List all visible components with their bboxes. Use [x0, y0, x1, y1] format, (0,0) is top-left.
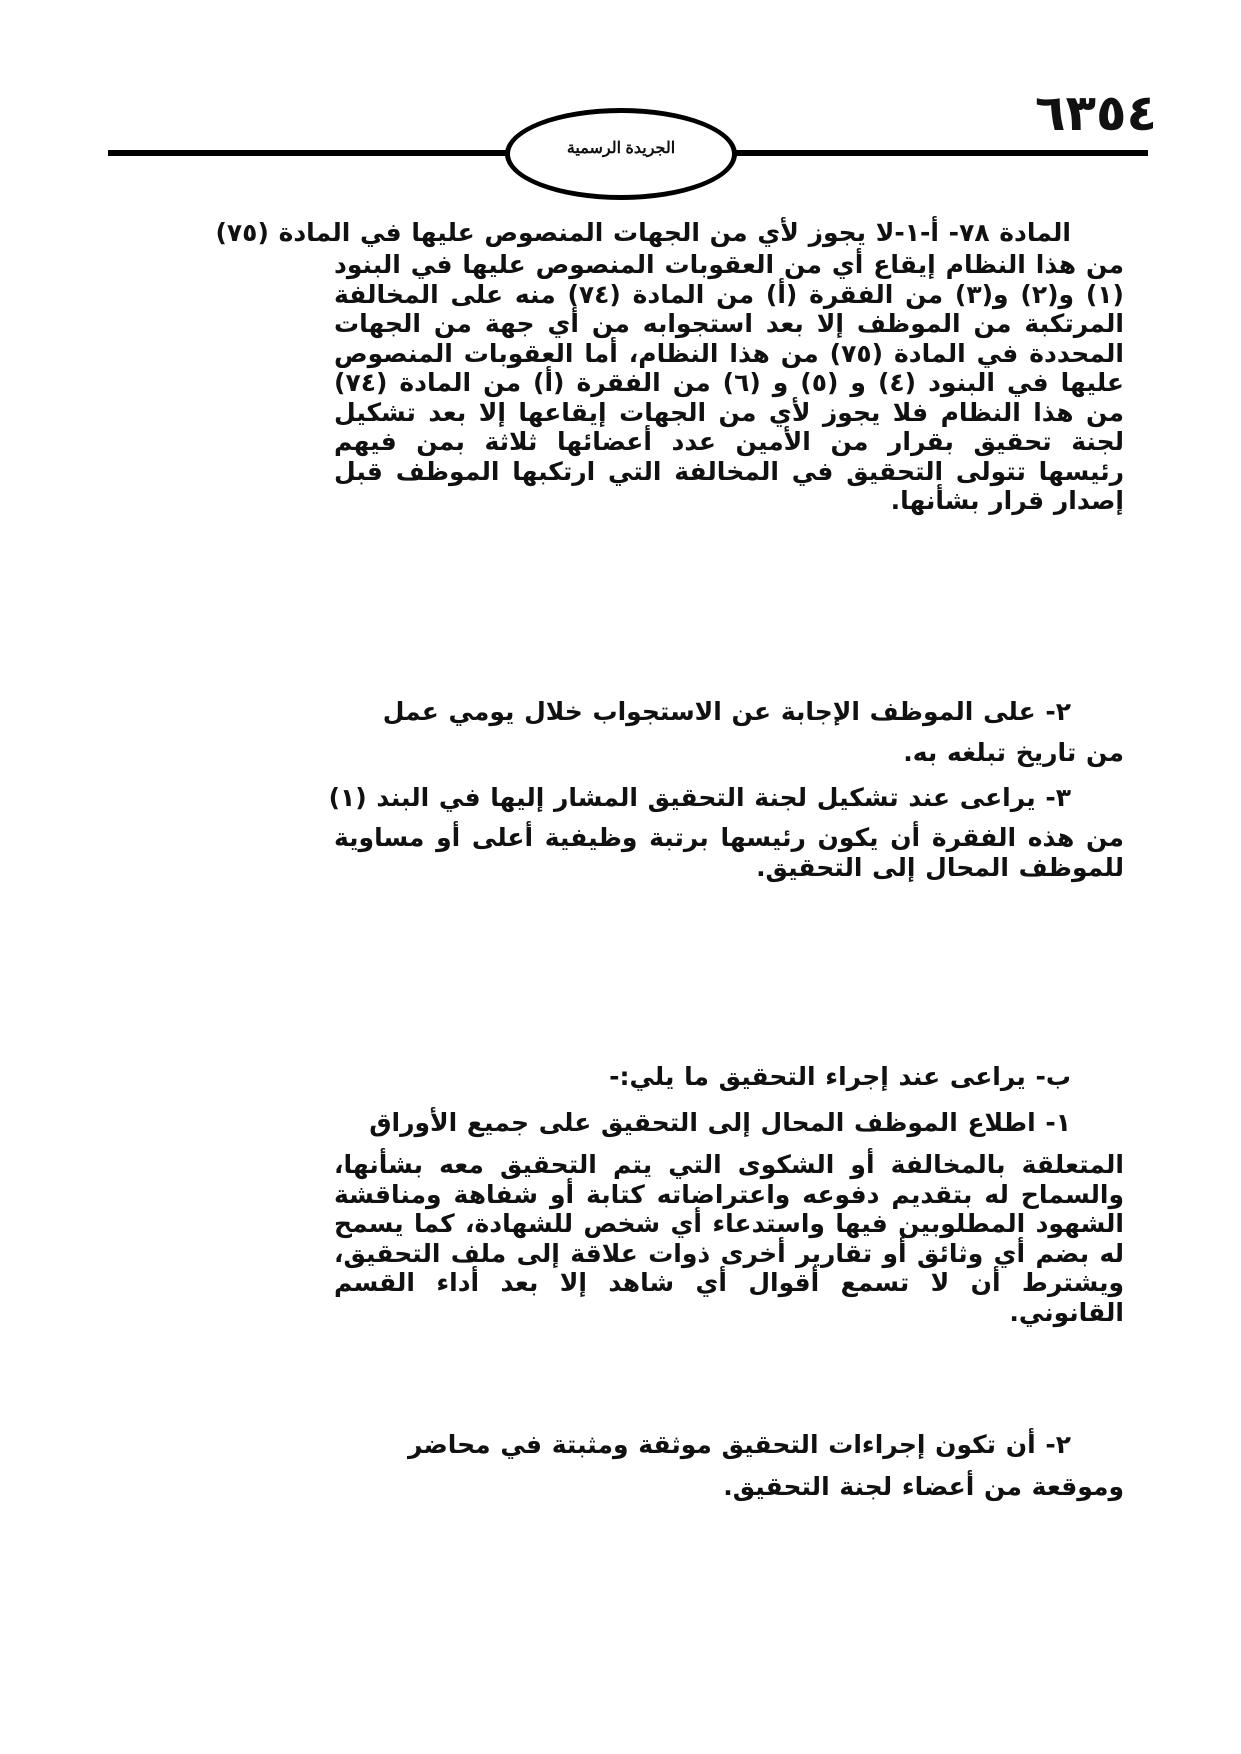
- article-78-a1-body: من هذا النظام إيقاع أي من العقوبات المنصوص عليها في البنود (١) و(٢) و(٣) من الفقرة (أ) من المادة (٧٤) منه على المخالفة المرتكبة من الموظف إلا بعد استجوابه من أي جهة من الجهات المحددة في المادة (٧٥) من هذا النظام، أما العقوبات المنصوص عليها في البنود (٤) و (٥) و (٦) من الفقرة (أ) من المادة (٧٤) من هذا النظام فلا يجوز لأي من الجهات إيقاعها إلا بعد تشكيل لجنة تحقيق بقرار من الأمين عدد أعضائها ثلاثة بمن فيهم رئيسها تتولى التحقيق في المخالفة التي ارتكبها الموظف قبل إصدار قرار بشأنها.: [334, 250, 1124, 515]
- gazette-title: الجريدة الرسمية: [566, 140, 676, 157]
- section-b-heading: ب- يراعى عند إجراء التحقيق ما يلي:-: [609, 1062, 1071, 1091]
- b1-first: ١- اطلاع الموظف المحال إلى التحقيق على جميع الأوراق: [369, 1108, 1071, 1137]
- page-number: ٦٣٥٤: [1035, 84, 1158, 142]
- article-78-a3-first: ٣- يراعى عند تشكيل لجنة التحقيق المشار إليها في البند (١): [328, 783, 1071, 812]
- b1-rest: المتعلقة بالمخالفة أو الشكوى التي يتم التحقيق معه بشأنها، والسماح له بتقديم دفوعه واعتراضاته كتابة أو شفاهة ومناقشة الشهود المطلوبين فيها واستدعاء أي شخص للشهادة، كما يسمح له بضم أي وثائق أو تقارير أخرى ذوات علاقة إلى ملف التحقيق، ويشترط أن لا تسمع أقوال أي شاهد إلا بعد أداء القسم القانوني.: [334, 1150, 1124, 1327]
- article-78-lead: المادة ٧٨- أ-١-لا يجوز لأي من الجهات المنصوص عليها في المادة (٧٥): [215, 218, 1071, 247]
- article-78-a2-rest: من تاريخ تبلغه به.: [903, 738, 1124, 767]
- gazette-title-oval: [505, 108, 737, 200]
- article-78-a2-first: ٢- على الموظف الإجابة عن الاستجواب خلال يومي عمل: [382, 697, 1071, 726]
- article-78-a3-rest: من هذه الفقرة أن يكون رئيسها برتبة وظيفية أعلى أو مساوية للموظف المحال إلى التحقيق.: [334, 823, 1124, 882]
- b2-first: ٢- أن تكون إجراءات التحقيق موثقة ومثبتة في محاضر: [408, 1430, 1071, 1459]
- b2-rest: وموقعة من أعضاء لجنة التحقيق.: [723, 1472, 1124, 1501]
